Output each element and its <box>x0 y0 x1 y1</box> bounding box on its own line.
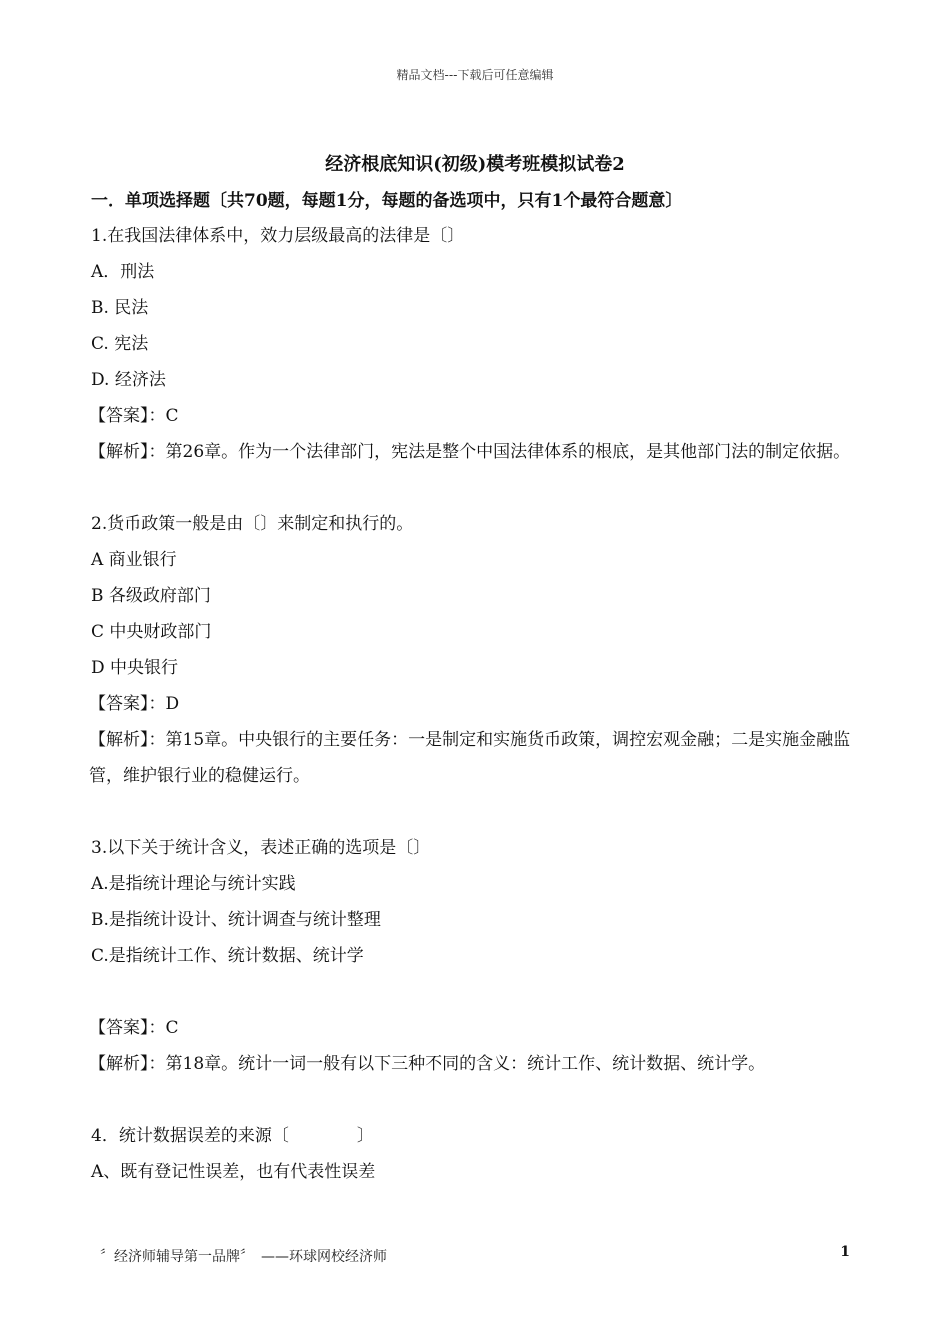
section-heading: 一．单项选择题〔共70题，每题1分，每题的备选项中，只有1个最符合题意〕 <box>91 191 683 211</box>
spacer <box>91 974 861 1010</box>
answer-line: 【答案】：C <box>89 1018 179 1038</box>
question-option: A 商业银行 <box>91 550 177 570</box>
question-stem: 4．统计数据误差的来源〔 〕 <box>91 1126 374 1146</box>
question-option: D 中央银行 <box>91 658 179 678</box>
question-option: B.是指统计设计、统计调查与统计整理 <box>91 910 381 930</box>
analysis-paragraph: 【解析】：第26章。作为一个法律部门，宪法是整个中国法律体系的根底，是其他部门法的制定依据。 <box>89 442 851 462</box>
question-option: B. 民法 <box>91 298 149 318</box>
answer-line: 【答案】：D <box>89 694 180 714</box>
footer-slogan: 〞经济师辅导第一品牌〞 ——环球网校经济师 <box>100 1249 387 1265</box>
page-number: 1 <box>840 1244 850 1260</box>
page-header: 精品文档---下载后可任意编辑 <box>396 68 554 82</box>
question-stem: 2.货币政策一般是由〔〕来制定和执行的。 <box>91 514 414 534</box>
question-stem: 1.在我国法律体系中，效力层级最高的法律是〔〕 <box>91 226 465 246</box>
questions-body <box>91 218 861 1190</box>
question-option: B 各级政府部门 <box>91 586 211 606</box>
analysis-paragraph: 【解析】：第18章。统计一词一般有以下三种不同的含义：统计工作、统计数据、统计学。 <box>89 1054 766 1074</box>
question-option: C. 宪法 <box>91 334 149 354</box>
answer-line: 【答案】：C <box>89 406 179 426</box>
question-option: C.是指统计工作、统计数据、统计学 <box>91 946 364 966</box>
question-option: D. 经济法 <box>91 370 166 390</box>
document-title: 经济根底知识(初级)模考班模拟试卷2 <box>325 154 625 175</box>
question-option: A．刑法 <box>91 262 155 282</box>
question-stem: 3.以下关于统计含义，表述正确的选项是〔〕 <box>91 838 431 858</box>
spacer <box>91 1082 861 1118</box>
analysis-paragraph: 【解析】：第15章。中央银行的主要任务：一是制定和实施货币政策，调控宏观金融；二是实施金融监管，维护银行业的稳健运行。 <box>89 730 851 786</box>
spacer <box>91 794 861 830</box>
question-option: A、既有登记性误差，也有代表性误差 <box>91 1162 376 1182</box>
question-option: C 中央财政部门 <box>91 622 212 642</box>
spacer <box>91 470 861 506</box>
question-option: A.是指统计理论与统计实践 <box>91 874 296 894</box>
